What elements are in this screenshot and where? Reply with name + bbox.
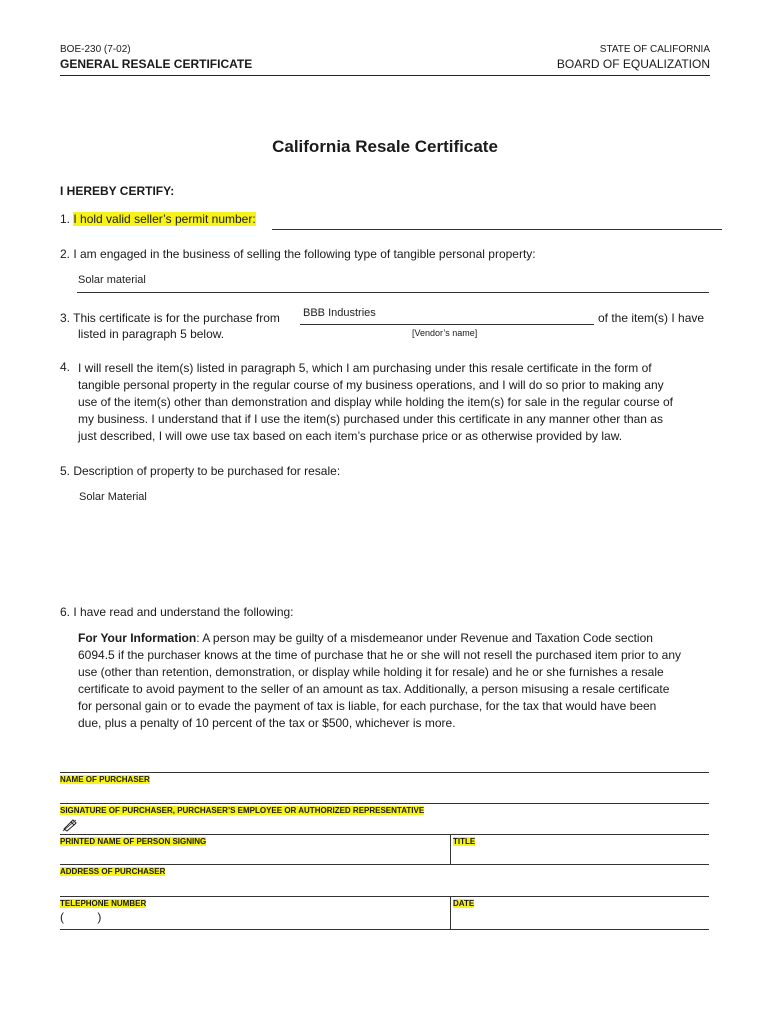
certify-heading: I HEREBY CERTIFY: — [60, 184, 175, 198]
item6-line: 6094.5 if the purchaser knows at the time of purchase that he or she will not resell the purchased item prior to any — [78, 648, 681, 662]
item4-line: use of the item(s) other than demonstration and display while holding the item(s) for sale in the regular course of — [78, 395, 673, 409]
item6-line: for personal gain or to evade the payment of tax is liable, for each purchase, for the tax that would have been — [78, 699, 657, 713]
form-number: BOE-230 (7-02) — [60, 44, 131, 55]
item4-line: I will resell the item(s) listed in paragraph 5, which I am purchasing under this resale certificate in the form of — [78, 361, 652, 375]
item5-text: 5. Description of property to be purchased for resale: — [60, 464, 341, 478]
purchaser-name-label: NAME OF PURCHASER — [60, 775, 150, 784]
printed-name-field[interactable] — [60, 834, 709, 835]
property-type-field[interactable] — [77, 292, 709, 293]
vendor-name-value[interactable]: BBB Industries — [303, 307, 376, 319]
address-label: ADDRESS OF PURCHASER — [60, 867, 166, 876]
bottom-rule — [60, 929, 709, 930]
item6-line: : A person may be guilty of a misdemeanor under Revenue and Taxation Code section — [196, 631, 653, 645]
fyi-lead: For Your Information — [78, 631, 197, 645]
item6-line: due, plus a penalty of 10 percent of the tax or $500, whichever is more. — [78, 716, 456, 730]
item1-number: 1. — [60, 212, 71, 226]
item6-line: certificate to avoid payment to the seller of an amount as tax. Additionally, a person misusing a resale certificate — [78, 682, 670, 696]
printed-name-label: PRINTED NAME OF PERSON SIGNING — [60, 837, 207, 846]
item6-paragraph — [78, 630, 709, 732]
item2-text: 2. I am engaged in the business of selling the following type of tangible personal property: — [60, 247, 536, 261]
form-title: GENERAL RESALE CERTIFICATE — [60, 57, 253, 71]
item3-second-line: listed in paragraph 5 below. — [78, 327, 225, 341]
item6-text: 6. I have read and understand the following: — [60, 605, 294, 619]
state-label: STATE OF CALIFORNIA — [599, 44, 710, 55]
permit-number-field[interactable] — [272, 229, 722, 230]
board-label: BOARD OF EQUALIZATION — [556, 57, 710, 71]
item3-suffix: of the item(s) I have — [598, 311, 705, 325]
vendor-caption: [Vendor’s name] — [412, 328, 478, 338]
item4-paragraph — [78, 360, 709, 445]
property-type-value[interactable]: Solar material — [78, 274, 146, 286]
title-divider — [450, 834, 451, 864]
date-label: DATE — [453, 899, 475, 908]
header-rule — [60, 75, 710, 76]
purchaser-name-field[interactable] — [60, 772, 709, 773]
item4-line: my business. I understand that if I use the item(s) purchased under this certificate in any manner other than as — [78, 412, 663, 426]
telephone-field[interactable] — [60, 896, 709, 897]
item4-line: tangible personal property in the regular course of my business operations, and I will do so prior to making any — [78, 378, 664, 392]
item4-line: just described, I will owe use tax based on each item’s purchase price or as otherwise provided by law. — [78, 429, 623, 443]
item1-label: I hold valid seller’s permit number: — [73, 212, 256, 226]
item3-prefix: 3. This certificate is for the purchase from — [60, 311, 280, 325]
item1 — [60, 212, 256, 226]
item4-number: 4. — [60, 360, 71, 374]
page-title: California Resale Certificate — [272, 137, 498, 156]
telephone-label: TELEPHONE NUMBER — [60, 899, 147, 908]
date-divider — [450, 896, 451, 929]
address-field[interactable] — [60, 864, 709, 865]
phone-parens[interactable]: ( ) — [60, 910, 102, 924]
title-label: TITLE — [453, 837, 476, 846]
property-description-value[interactable]: Solar Material — [79, 491, 147, 503]
signature-field[interactable] — [60, 803, 709, 804]
item6-line: use (other than retention, demonstration, or display while holding it for resale) and he or she furnishes a resale — [78, 665, 664, 679]
vendor-name-field[interactable] — [300, 324, 594, 325]
signature-label: SIGNATURE OF PURCHASER, PURCHASER’S EMPLOYEE OR AUTHORIZED REPRESENTATIVE — [60, 806, 425, 815]
